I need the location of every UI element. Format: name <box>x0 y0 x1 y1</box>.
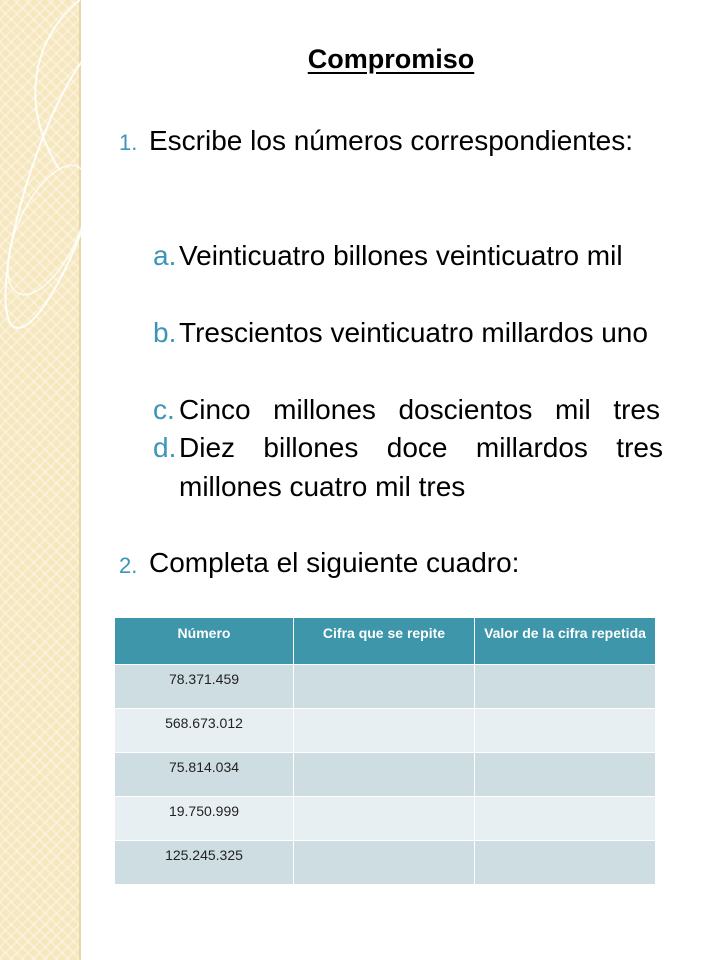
item-d-letter: d. <box>153 432 177 463</box>
item-d-text: Diez billones doce millardos tres millones cuatro mil tres <box>179 432 663 502</box>
cell-number: 78.371.459 <box>115 665 294 709</box>
decorative-side-band <box>0 0 79 960</box>
section-2-number: 2. <box>119 553 138 578</box>
section-2-instruction: Completa el siguiente cuadro: <box>149 547 520 578</box>
table-header-row <box>115 618 656 665</box>
header-numero: Número <box>115 618 294 665</box>
cell-repeated-digit[interactable] <box>294 665 475 709</box>
item-c-letter: c. <box>153 394 175 425</box>
cell-repeated-digit[interactable] <box>294 841 475 885</box>
cell-repeated-value[interactable] <box>475 797 656 841</box>
item-b-letter: b. <box>153 317 177 348</box>
table-row <box>115 841 656 885</box>
cell-repeated-value[interactable] <box>475 709 656 753</box>
item-a-text: Veinticuatro billones veinticuatro mil <box>179 240 623 271</box>
cell-number: 19.750.999 <box>115 797 294 841</box>
cell-repeated-value[interactable] <box>475 841 656 885</box>
item-a-letter: a. <box>153 240 177 271</box>
cell-repeated-value[interactable] <box>475 665 656 709</box>
cell-repeated-digit[interactable] <box>294 753 475 797</box>
numbers-table <box>114 617 656 885</box>
table-row <box>115 665 656 709</box>
section-1-instruction: Escribe los números correspondientes: <box>149 125 634 156</box>
item-c-text: Cinco millones doscientos mil tres <box>179 394 660 425</box>
section-1-number: 1. <box>119 130 138 155</box>
page-title: Compromiso <box>307 44 475 74</box>
cell-number: 125.245.325 <box>115 841 294 885</box>
side-band-edge <box>79 0 81 960</box>
item-b-text: Trescientos veinticuatro millardos uno <box>179 317 648 348</box>
table-row <box>115 709 656 753</box>
cell-repeated-value[interactable] <box>475 753 656 797</box>
table-row <box>115 753 656 797</box>
header-cifra-repite: Cifra que se repite <box>294 618 475 665</box>
cell-repeated-digit[interactable] <box>294 709 475 753</box>
table-row <box>115 797 656 841</box>
cell-repeated-digit[interactable] <box>294 797 475 841</box>
cell-number: 568.673.012 <box>115 709 294 753</box>
cell-number: 75.814.034 <box>115 753 294 797</box>
header-valor-cifra: Valor de la cifra repetida <box>475 618 656 665</box>
